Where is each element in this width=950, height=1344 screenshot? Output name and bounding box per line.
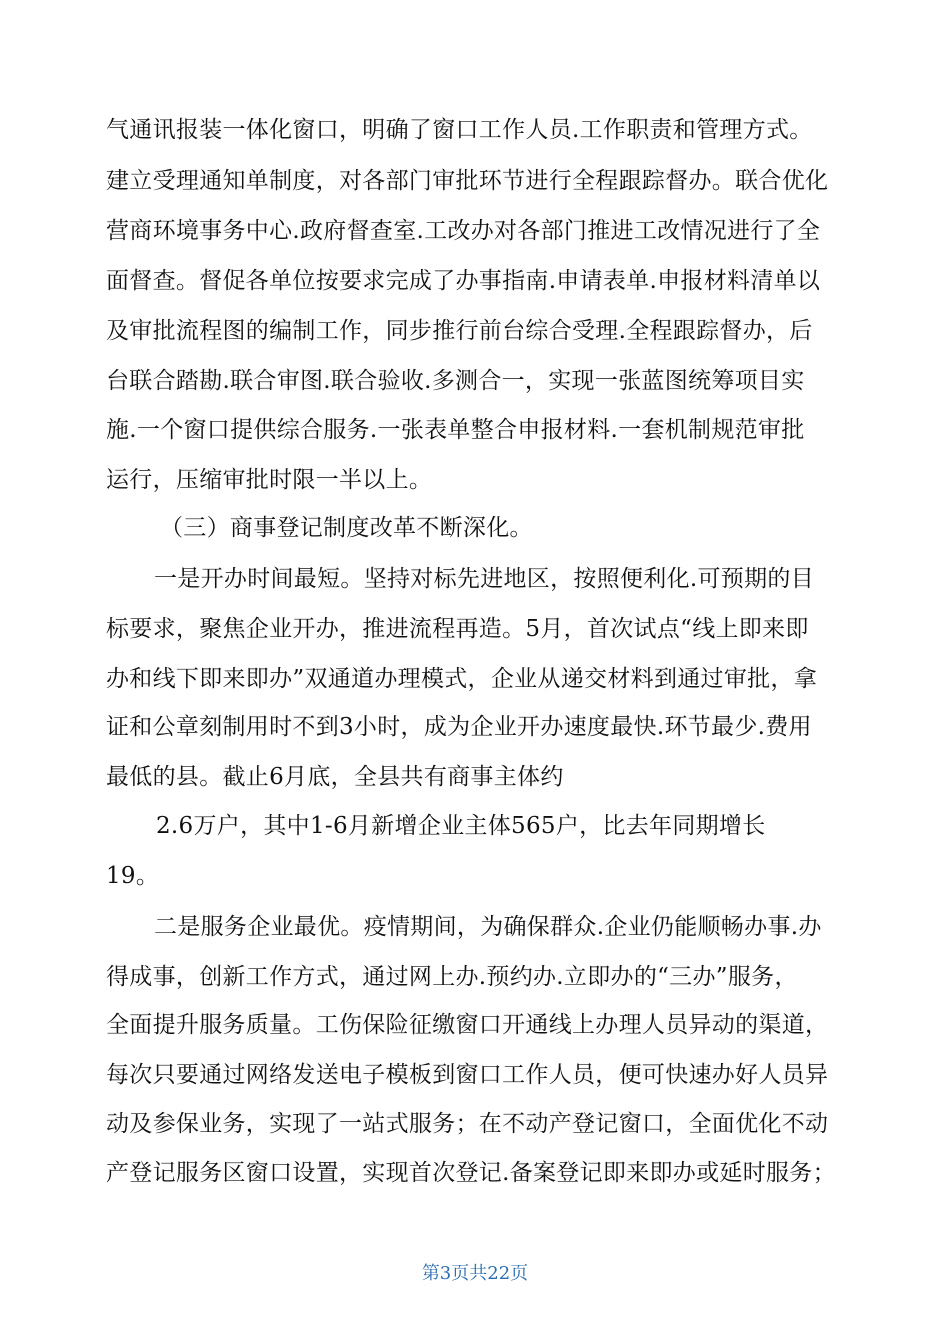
section-heading: （三）商事登记制度改革不断深化。 <box>160 515 533 541</box>
body-text-line: 运行，压缩审批时限一半以上。 <box>106 467 433 493</box>
body-text-line: 营商环境事务中心.政府督查室.工改办对各部门推进工改情况进行了全 <box>106 218 821 244</box>
body-text-line: 2.6万户，其中1-6月新增企业主体565户，比去年同期增长 <box>156 813 766 839</box>
body-text-line: 二是服务企业最优。疫情期间，为确保群众.企业仍能顺畅办事.办 <box>154 914 822 940</box>
body-text-line: 一是开办时间最短。坚持对标先进地区，按照便利化.可预期的目 <box>154 566 815 592</box>
body-text-line: 台联合踏勘.联合审图.联合验收.多测合一，实现一张蓝图统筹项目实 <box>106 368 805 394</box>
page-number-footer: 第3页共22页 <box>421 1263 529 1284</box>
body-text-line: 及审批流程图的编制工作，同步推行前台综合受理.全程跟踪督办，后 <box>106 318 813 344</box>
body-text-line: 动及参保业务，实现了一站式服务；在不动产登记窗口，全面优化不动 <box>106 1111 829 1137</box>
body-text-line: 最低的县。截止6月底，全县共有商事主体约 <box>106 764 564 790</box>
body-text-line: 19。 <box>106 863 160 889</box>
body-text-line: 施.一个窗口提供综合服务.一张表单整合申报材料.一套机制规范审批 <box>106 417 805 443</box>
body-text-line: 产登记服务区窗口设置，实现首次登记.备案登记即来即办或延时服务； <box>106 1160 836 1186</box>
body-text-line: 全面提升服务质量。工伤保险征缴窗口开通线上办理人员异动的渠道， <box>106 1012 829 1038</box>
body-text-line: 证和公章刻制用时不到3小时，成为企业开办速度最快.环节最少.费用 <box>106 714 812 740</box>
body-text-line: 得成事，创新工作方式，通过网上办.预约办.立即办的“三办”服务， <box>106 964 798 990</box>
body-text-line: 标要求，聚焦企业开办，推进流程再造。5月，首次试点“线上即来即 <box>106 616 809 642</box>
body-text-line: 建立受理通知单制度，对各部门审批环节进行全程跟踪督办。联合优化 <box>106 168 829 194</box>
body-text-line: 面督查。督促各单位按要求完成了办事指南.申请表单.申报材料清单以 <box>106 268 821 294</box>
body-text-line: 气通讯报装一体化窗口，明确了窗口工作人员.工作职责和管理方式。 <box>106 117 813 143</box>
body-text-line: 每次只要通过网络发送电子模板到窗口工作人员，便可快速办好人员异 <box>106 1062 829 1088</box>
body-text-line: 办和线下即来即办”双通道办理模式，企业从递交材料到通过审批，拿 <box>106 666 818 692</box>
